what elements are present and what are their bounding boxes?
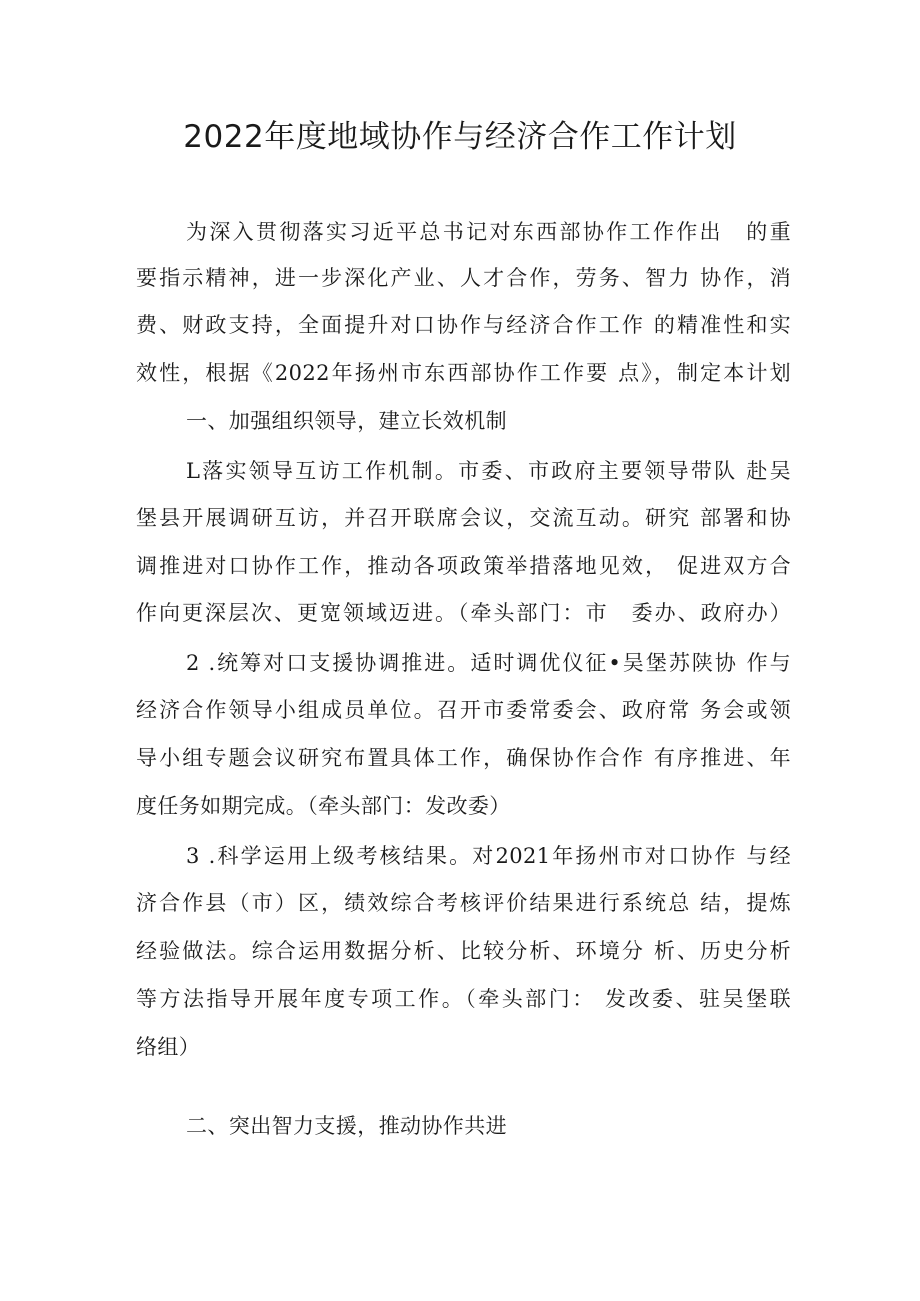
paragraph-line: 经验做法。综合运用数据分析、比较分析、环境分 析、历史分析 — [136, 939, 791, 963]
paragraph-line: 费、财政支持，全面提升对口协作与经济合作工作 的精准性和实 — [136, 313, 791, 337]
paragraph-line: 济合作县（市）区，绩效综合考核评价结果进行系统总 结，提炼 — [136, 891, 791, 915]
paragraph-line: 要指示精神，进一步深化产业、人才合作，劳务、智力 协作，消 — [136, 266, 791, 290]
section-heading: 二、突出智力支援，推动协作共进 — [186, 1114, 507, 1138]
paragraph-line: 作向更深层次、更宽领域迈进。（牵头部门：市 委办、政府办） — [136, 601, 791, 625]
paragraph-line: L落实领导互访工作机制。市委、市政府主要领导带队 赴吴 — [186, 459, 791, 483]
paragraph-line: 堡县开展调研互访，并召开联席会议，交流互动。研究 部署和协 — [136, 506, 791, 530]
paragraph-line: 为深入贯彻落实习近平总书记对东西部协作工作作出 的重 — [186, 220, 791, 244]
paragraph-line: 3 .科学运用上级考核结果。对2021年扬州市对口协作 与经 — [186, 844, 791, 868]
paragraph-line: 度任务如期完成。（牵头部门：发改委） — [136, 794, 511, 818]
section-heading: 一、加强组织领导，建立长效机制 — [186, 409, 507, 433]
paragraph-line: 调推进对口协作工作，推动各项政策举措落地见效， 促进双方合 — [136, 554, 791, 578]
paragraph-line: 经济合作领导小组成员单位。召开市委常委会、政府常 务会或领 — [136, 698, 791, 722]
paragraph-line: 等方法指导开展年度专项工作。（牵头部门： 发改委、驻吴堡联 — [136, 987, 791, 1011]
document-title: 2022年度地域协作与经济合作工作计划 — [183, 119, 737, 155]
paragraph-line: 络组） — [136, 1035, 201, 1059]
paragraph-line: 效性，根据《2022年扬州市东西部协作工作要 点》，制定本计划 — [136, 361, 791, 385]
paragraph-line: 导小组专题会议研究布置具体工作，确保协作合作 有序推进、年 — [136, 746, 791, 770]
paragraph-line: 2 .统筹对口支援协调推进。适时调优仪征•吴堡苏陕协 作与 — [186, 651, 791, 675]
